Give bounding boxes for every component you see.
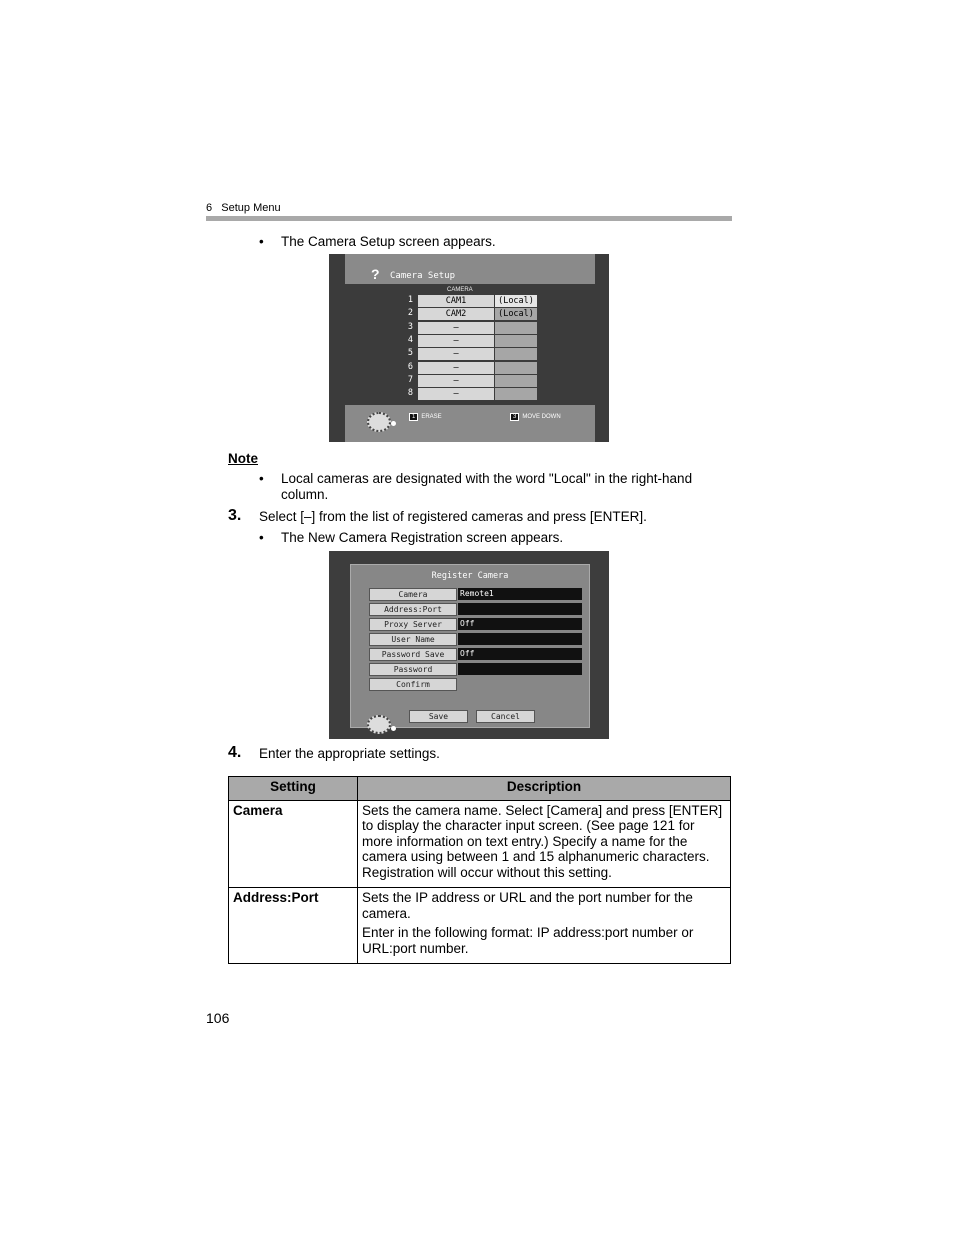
save-button[interactable]: Save	[409, 710, 468, 723]
camera-name: —	[418, 388, 494, 400]
field-label-button[interactable]: Password	[369, 663, 457, 676]
move-down-key-hint: 3 MOVE DOWN	[510, 413, 561, 421]
chapter-title: Setup Menu	[221, 202, 281, 214]
camera-column-header: CAMERA	[447, 287, 473, 293]
register-camera-screenshot	[329, 551, 609, 739]
field-label-button[interactable]: Proxy Server	[369, 618, 457, 631]
camera-row[interactable]	[401, 348, 541, 360]
camera-type: (Local)	[495, 295, 537, 307]
field-label-button[interactable]: Address:Port	[369, 603, 457, 616]
field-label-button[interactable]: User Name	[369, 633, 457, 646]
table-row	[229, 800, 731, 888]
camera-name: —	[418, 348, 494, 360]
wrench-icon: ?	[371, 266, 380, 282]
camera-row[interactable]	[401, 388, 541, 400]
setting-description: Sets the camera name. Select [Camera] and press [ENTER] to display the character input screen. (See page 121 for more information on text entry.) Specify a name for the camera using between 1 and 15 alphanumeric characters. Registration will occur without this setting.	[358, 800, 731, 888]
step-3-number: 3.	[228, 507, 242, 524]
camera-number: 3	[407, 321, 413, 332]
camera-type	[495, 348, 537, 360]
screen-title: Camera Setup	[390, 271, 456, 281]
field-value[interactable]: Off	[458, 648, 582, 660]
field-value[interactable]	[458, 603, 582, 615]
page-number: 106	[206, 1010, 230, 1026]
field-value[interactable]: Remote1	[458, 588, 582, 600]
cancel-button[interactable]: Cancel	[476, 710, 535, 723]
joystick-icon	[367, 715, 391, 734]
field-label-button[interactable]: Password Save	[369, 648, 457, 661]
camera-name: CAM1	[418, 295, 494, 307]
camera-row[interactable]	[401, 322, 541, 334]
camera-name: —	[418, 362, 494, 374]
table-row	[229, 888, 731, 964]
camera-number: 4	[407, 334, 413, 345]
register-title: Register Camera	[431, 571, 509, 581]
setting-name: Camera	[229, 800, 358, 888]
camera-name: —	[418, 375, 494, 387]
settings-table	[228, 776, 731, 964]
camera-setup-screenshot	[329, 254, 609, 442]
field-label-button[interactable]: Camera	[369, 588, 457, 601]
camera-name: —	[418, 322, 494, 334]
step-4-text: Enter the appropriate settings.	[259, 746, 440, 761]
setting-description: Sets the IP address or URL and the port number for the camera. Enter in the following format: IP address:port number or URL:port number.	[358, 888, 731, 964]
erase-key-hint: 1 ERASE	[409, 413, 442, 421]
camera-type	[495, 322, 537, 334]
field-value[interactable]	[458, 663, 582, 675]
camera-number: 8	[407, 388, 413, 399]
step-4-number: 4.	[228, 744, 242, 761]
camera-number: 5	[407, 348, 413, 359]
camera-name: —	[418, 335, 494, 347]
camera-type	[495, 335, 537, 347]
camera-type	[495, 375, 537, 387]
enter-dot-icon	[391, 726, 396, 731]
camera-number: 6	[407, 361, 413, 372]
table-header-setting: Setting	[229, 777, 358, 801]
camera-number: 7	[407, 374, 413, 385]
note-heading: Note	[228, 451, 258, 466]
step-3-text: Select [–] from the list of registered cameras and press [ENTER].	[259, 509, 647, 524]
camera-row[interactable]	[401, 295, 541, 307]
screen-footer	[345, 405, 595, 442]
bullet-registration-appears: • The New Camera Registration screen appears.	[281, 530, 563, 546]
camera-number: 1	[407, 295, 413, 305]
camera-type	[495, 362, 537, 374]
table-header-row	[229, 777, 731, 801]
field-value[interactable]	[458, 633, 582, 645]
camera-row[interactable]	[401, 308, 541, 320]
chapter-number: 6	[206, 202, 213, 214]
header-rule	[206, 216, 732, 221]
camera-name: CAM2	[418, 308, 494, 320]
camera-number: 2	[407, 308, 413, 319]
camera-type: (Local)	[495, 308, 537, 320]
table-header-description: Description	[358, 777, 731, 801]
camera-type	[495, 388, 537, 400]
screen-title-bar	[345, 254, 595, 284]
camera-row[interactable]	[401, 335, 541, 347]
camera-row[interactable]	[401, 375, 541, 387]
note-text: • Local cameras are designated with the word "Local" in the right-hand column.	[281, 471, 721, 503]
bullet-camera-setup-appears: • The Camera Setup screen appears.	[281, 234, 496, 250]
enter-dot-icon	[391, 421, 396, 426]
field-value[interactable]: Off	[458, 618, 582, 630]
running-header	[206, 202, 281, 214]
joystick-icon	[367, 412, 391, 432]
register-panel	[350, 564, 590, 728]
field-label-button[interactable]: Confirm	[369, 678, 457, 691]
camera-row[interactable]	[401, 362, 541, 374]
setting-name: Address:Port	[229, 888, 358, 964]
